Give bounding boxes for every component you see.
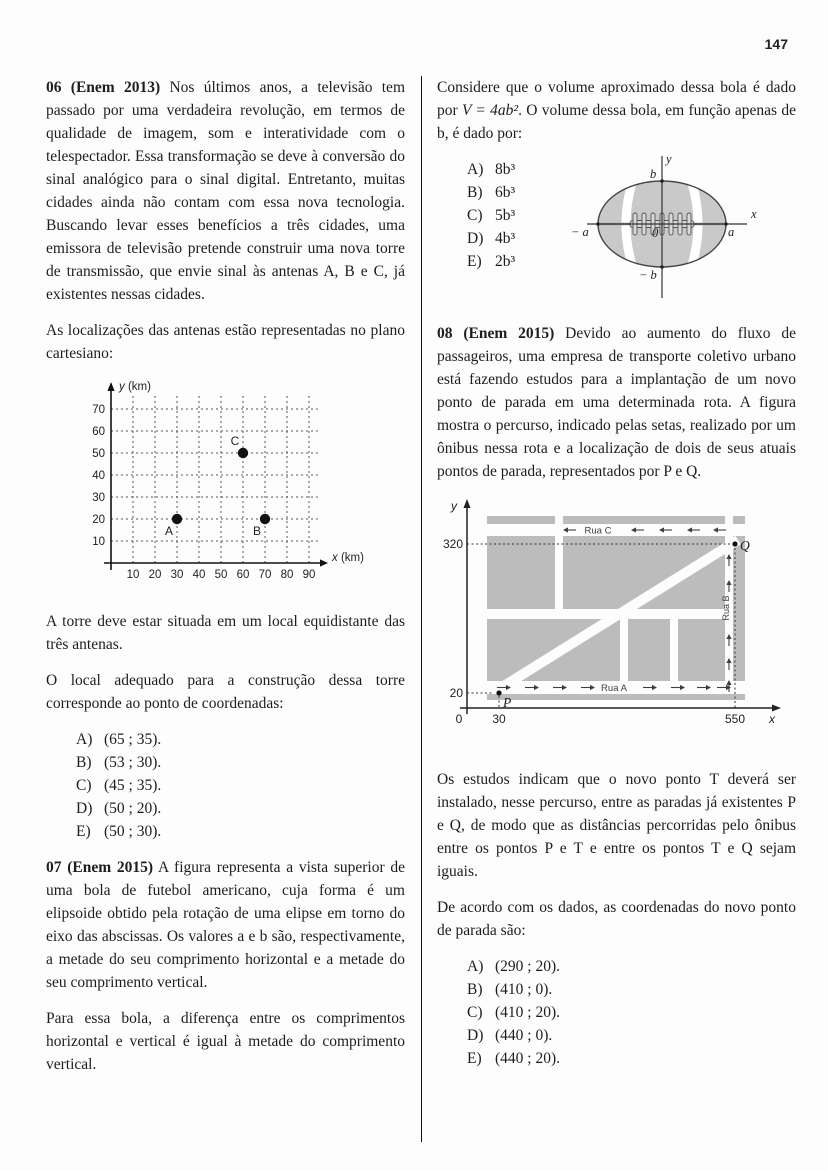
svg-text:Rua B: Rua B — [721, 595, 731, 621]
option-text: (65 ; 35). — [104, 731, 162, 748]
antenna-plot-svg — [54, 378, 390, 590]
option-label: A) — [467, 958, 484, 975]
q08-intro-text: Devido ao aumento do fluxo de passageiros, uma empresa de transporte coletivo urbano está fazendo estudos para a implantação de um novo ponto de parada em uma determinada rota. A figura mostra o percurso, indicado pelas setas, realizado por um ônibus nessa rota e a localização de dois de seus atuais pontos de parada, representados por P e Q. — [437, 325, 796, 480]
svg-text:20: 20 — [148, 569, 162, 581]
svg-text:10: 10 — [126, 569, 140, 581]
option-row — [437, 227, 567, 250]
q07-heading: 07 (Enem 2015) — [46, 859, 154, 876]
option-row — [46, 797, 405, 820]
svg-text:Rua C: Rua C — [584, 525, 612, 537]
page-number: 147 — [764, 36, 788, 52]
option-text: 8b³ — [495, 161, 516, 178]
option-row — [437, 1024, 796, 1047]
svg-text:60: 60 — [92, 426, 105, 438]
svg-text:y: y — [451, 499, 457, 513]
q07-volume-pre: Considere que o volume aproximado dessa bola é dado por — [437, 79, 796, 119]
option-row — [46, 751, 405, 774]
option-row — [437, 955, 796, 978]
q07-intro-paragraph — [46, 856, 405, 994]
q08-intro-paragraph — [437, 322, 796, 483]
option-text: (410 ; 20). — [495, 1004, 561, 1021]
svg-text:30: 30 — [170, 569, 184, 581]
svg-text:550: 550 — [724, 712, 746, 726]
svg-text:50: 50 — [92, 448, 105, 460]
option-row — [46, 774, 405, 797]
bus-route-map-figure — [437, 496, 796, 755]
svg-text:a: a — [728, 225, 735, 239]
svg-text:y (km): y (km) — [119, 381, 151, 393]
option-label: E) — [76, 823, 91, 840]
svg-text:Rua A: Rua A — [601, 683, 627, 694]
q06-heading: 06 (Enem 2013) — [46, 79, 161, 96]
option-label: A) — [76, 731, 93, 748]
option-text: (290 ; 20). — [495, 958, 561, 975]
q06-intro-text: Nos últimos anos, a televisão tem passado por uma verdadeira revolução, em termos de qualidade de imagem, som e interatividade com o telespectador. Essa transformação se deve à conversão do sinal analógico para o sinal digital. Entretanto, muitas cidades ainda não contam com essa nova tecnologia. Buscando levar esses benefícios a três cidades, uma emissora de televisão pretende construir uma nova torre de transmissão, que envie sinal às antenas A, B e C, já existentes nessas cidades. — [46, 79, 405, 303]
option-row — [437, 1047, 796, 1070]
option-text: (50 ; 30). — [104, 823, 162, 840]
svg-text:P: P — [503, 695, 512, 710]
option-label: C) — [76, 777, 92, 794]
option-row — [437, 250, 567, 273]
svg-text:C: C — [230, 434, 240, 448]
option-row — [437, 204, 567, 227]
q07-difference-paragraph: Para essa bola, a diferença entre os comprimentos horizontal e vertical é igual à metade do comprimento vertical. — [46, 1010, 405, 1073]
svg-text:0: 0 — [455, 712, 463, 726]
q08-question-paragraph: De acordo com os dados, as coordenadas do novo ponto de parada são: — [437, 899, 796, 939]
option-row — [46, 728, 405, 751]
svg-text:x: x — [769, 712, 775, 726]
svg-text:40: 40 — [192, 569, 206, 581]
svg-text:10: 10 — [92, 536, 105, 548]
svg-text:20: 20 — [92, 514, 105, 526]
option-text: 6b³ — [495, 184, 516, 201]
option-row — [46, 820, 405, 843]
q06-map-paragraph: As localizações das antenas estão representadas no plano cartesiano: — [46, 322, 405, 362]
svg-text:x: x — [751, 207, 757, 221]
q06-intro-paragraph — [46, 76, 405, 306]
option-text: 4b³ — [495, 230, 516, 247]
left-column — [46, 76, 405, 1089]
svg-text:70: 70 — [258, 569, 272, 581]
football-ellipse-figure — [567, 152, 777, 309]
bus-map-svg — [437, 496, 795, 748]
option-text: 5b³ — [495, 207, 516, 224]
option-label: C) — [467, 1004, 483, 1021]
q07-intro-text: A figura representa a vista superior de uma bola de futebol americano, cuja forma é um elipsoide obtido pela rotação de uma elipse em torno do eixo das abscissas. Os valores a e b são, respectivamente, a metade do seu comprimento horizontal e a metade do seu comprimento vertical. — [46, 859, 405, 991]
option-text: (53 ; 30). — [104, 754, 162, 771]
antenna-coordinate-chart — [54, 378, 405, 597]
svg-text:A: A — [164, 524, 174, 538]
svg-text:30: 30 — [492, 712, 506, 726]
option-text: (410 ; 0). — [495, 981, 553, 998]
svg-text:0: 0 — [652, 226, 659, 240]
option-text: (50 ; 20). — [104, 800, 162, 817]
option-label: A) — [467, 161, 484, 178]
q06-tower-paragraph: A torre deve estar situada em um local equidistante das três antenas. — [46, 613, 405, 653]
svg-text:40: 40 — [92, 470, 105, 482]
option-label: B) — [76, 754, 92, 771]
svg-text:50: 50 — [214, 569, 228, 581]
svg-text:x (km): x (km) — [332, 552, 364, 564]
q06-options — [46, 728, 405, 843]
option-text: 2b³ — [495, 253, 516, 270]
option-row — [437, 158, 567, 181]
svg-text:80: 80 — [280, 569, 294, 581]
right-column — [437, 76, 796, 1083]
svg-text:Q: Q — [740, 538, 750, 553]
svg-text:b: b — [650, 167, 657, 181]
svg-text:B: B — [252, 524, 262, 538]
option-label: D) — [76, 800, 93, 817]
svg-text:y: y — [666, 152, 672, 166]
q07-volume-formula: V = 4ab² — [461, 102, 519, 119]
q06-question-paragraph: O local adequado para a construção dessa torre corresponde ao ponto de coordenadas: — [46, 672, 405, 712]
option-label: B) — [467, 981, 483, 998]
q07-options-and-figure — [437, 152, 796, 309]
svg-text:60: 60 — [236, 569, 250, 581]
svg-text:70: 70 — [92, 404, 105, 416]
option-text: (45 ; 35). — [104, 777, 162, 794]
option-label: E) — [467, 1050, 482, 1067]
svg-text:320: 320 — [442, 537, 463, 551]
option-text: (440 ; 0). — [495, 1027, 553, 1044]
option-label: C) — [467, 207, 483, 224]
option-label: E) — [467, 253, 482, 270]
option-label: D) — [467, 1027, 484, 1044]
svg-text:− b: − b — [639, 268, 657, 282]
q07-options — [437, 158, 567, 273]
q08-heading: 08 (Enem 2015) — [437, 325, 555, 342]
option-row — [437, 978, 796, 1001]
option-label: D) — [467, 230, 484, 247]
q07-volume-paragraph — [437, 76, 796, 145]
q08-options — [437, 955, 796, 1070]
svg-text:20: 20 — [449, 686, 463, 700]
column-divider — [421, 76, 422, 1142]
q08-study-paragraph: Os estudos indicam que o novo ponto T deverá ser instalado, nesse percurso, entre as paradas já existentes P e Q, de modo que as distâncias percorridas pelo ônibus entre os pontos P e T e entre os pontos T e Q sejam iguais. — [437, 771, 796, 880]
option-row — [437, 181, 567, 204]
option-row — [437, 1001, 796, 1024]
q07-volume-post: . O volume dessa bola, em função apenas de b, é dado por: — [437, 102, 796, 142]
option-text: (440 ; 20). — [495, 1050, 561, 1067]
football-svg — [567, 152, 777, 302]
svg-text:90: 90 — [302, 569, 316, 581]
option-label: B) — [467, 184, 483, 201]
svg-text:− a: − a — [571, 225, 589, 239]
svg-text:30: 30 — [92, 492, 105, 504]
